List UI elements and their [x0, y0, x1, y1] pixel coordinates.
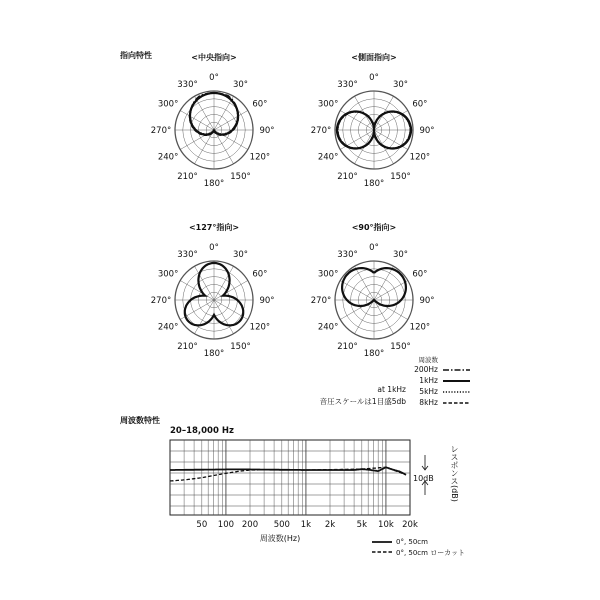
freq-tick-label: 20k [402, 520, 418, 530]
polar-title-90: <90°指向> [351, 223, 397, 232]
polar-angle-label: 270° [310, 296, 332, 306]
polar-angle-label: 330° [337, 250, 358, 261]
polar-angle-label: 30° [392, 250, 409, 261]
freq-tick-label: 1k [300, 520, 312, 530]
freq-legend-dashed: 0°, 50cm ローカット [396, 549, 465, 557]
polar-angle-label: 180° [363, 179, 385, 189]
polar-angle-label: 150° [390, 171, 411, 182]
polar-angle-label: 240° [317, 152, 339, 163]
freq-legend-solid: 0°, 50cm [396, 538, 428, 546]
polar-title-center: <中央指向> [191, 53, 237, 62]
legend-5khz: 5kHz [419, 387, 438, 396]
polar-angle-label: 300° [157, 269, 179, 280]
polar-angle-label: 180° [203, 349, 225, 359]
polar-angle-label: 330° [337, 80, 358, 91]
polar-angle-label: 270° [150, 126, 172, 136]
polar-angle-label: 60° [252, 99, 268, 110]
frequency-heading: 周波数特性 [120, 416, 160, 425]
polar-angle-label: 30° [232, 80, 249, 91]
freq-scale-label: 10dB [413, 474, 434, 483]
legend-200hz: 200Hz [414, 365, 438, 374]
polar-angle-label: 210° [177, 341, 198, 352]
polar-angle-label: 150° [230, 171, 251, 182]
polar-angle-label: 120° [249, 152, 271, 163]
polar-angle-label: 30° [392, 80, 409, 91]
polar-angle-label: 150° [230, 341, 251, 352]
freq-tick-label: 50 [196, 520, 208, 530]
polar-angle-label: 330° [177, 250, 198, 261]
polar-angle-label: 120° [409, 322, 431, 333]
legend-heading: 周波数 [418, 356, 438, 364]
polar-angle-label: 300° [317, 269, 339, 280]
polar-angle-label: 330° [177, 80, 198, 91]
polar-angle-label: 120° [409, 152, 431, 163]
freq-tick-label: 2k [324, 520, 336, 530]
polar-angle-label: 240° [317, 322, 339, 333]
polar-angle-label: 90° [419, 296, 435, 306]
legend-1khz: 1kHz [419, 376, 438, 385]
freq-tick-label: 200 [241, 520, 259, 530]
freq-tick-label: 500 [273, 520, 290, 530]
polar-angle-label: 300° [157, 99, 179, 110]
freq-tick-label: 5k [356, 520, 368, 530]
polar-angle-label: 270° [310, 126, 332, 136]
polar-angle-label: 0° [209, 243, 219, 253]
polar-angle-label: 0° [209, 73, 219, 83]
polar-angle-label: 240° [157, 322, 179, 333]
legend-note-1khz: at 1kHz [377, 385, 406, 394]
legend-8khz: 8kHz [419, 398, 438, 407]
polar-angle-label: 240° [157, 152, 179, 163]
polar-angle-label: 60° [252, 269, 268, 280]
polar-angle-label: 210° [177, 171, 198, 182]
polar-angle-label: 120° [249, 322, 271, 333]
polar-angle-label: 300° [317, 99, 339, 110]
polar-angle-label: 270° [150, 296, 172, 306]
polar-angle-label: 90° [259, 296, 275, 306]
polar-angle-label: 210° [337, 171, 358, 182]
polar-title-127: <127°指向> [188, 223, 240, 232]
freq-plot [170, 440, 428, 530]
freq-tick-label: 100 [217, 520, 235, 530]
polar-angle-label: 180° [363, 349, 385, 359]
polar-angle-label: 150° [390, 341, 411, 352]
polar-angle-label: 30° [232, 250, 249, 261]
freq-xlabel: 周波数(Hz) [259, 534, 301, 543]
polar-angle-label: 210° [337, 341, 358, 352]
freq-tick-label: 10k [378, 520, 394, 530]
polar-angle-label: 60° [412, 269, 428, 280]
freq-ylabel: レスポンス(dB) [450, 445, 459, 502]
polar-angle-label: 180° [203, 179, 225, 189]
polar-angle-label: 60° [412, 99, 428, 110]
legend-note-scale: 音圧スケールは1目盛5db [319, 397, 406, 406]
directivity-heading: 指向特性 [120, 51, 152, 60]
polar-angle-label: 90° [419, 126, 435, 136]
polar-angle-label: 0° [369, 243, 379, 253]
polar-title-side: <側面指向> [351, 53, 397, 62]
freq-range-label: 20–18,000 Hz [170, 426, 234, 436]
polar-angle-label: 90° [259, 126, 275, 136]
polar-angle-label: 0° [369, 73, 379, 83]
